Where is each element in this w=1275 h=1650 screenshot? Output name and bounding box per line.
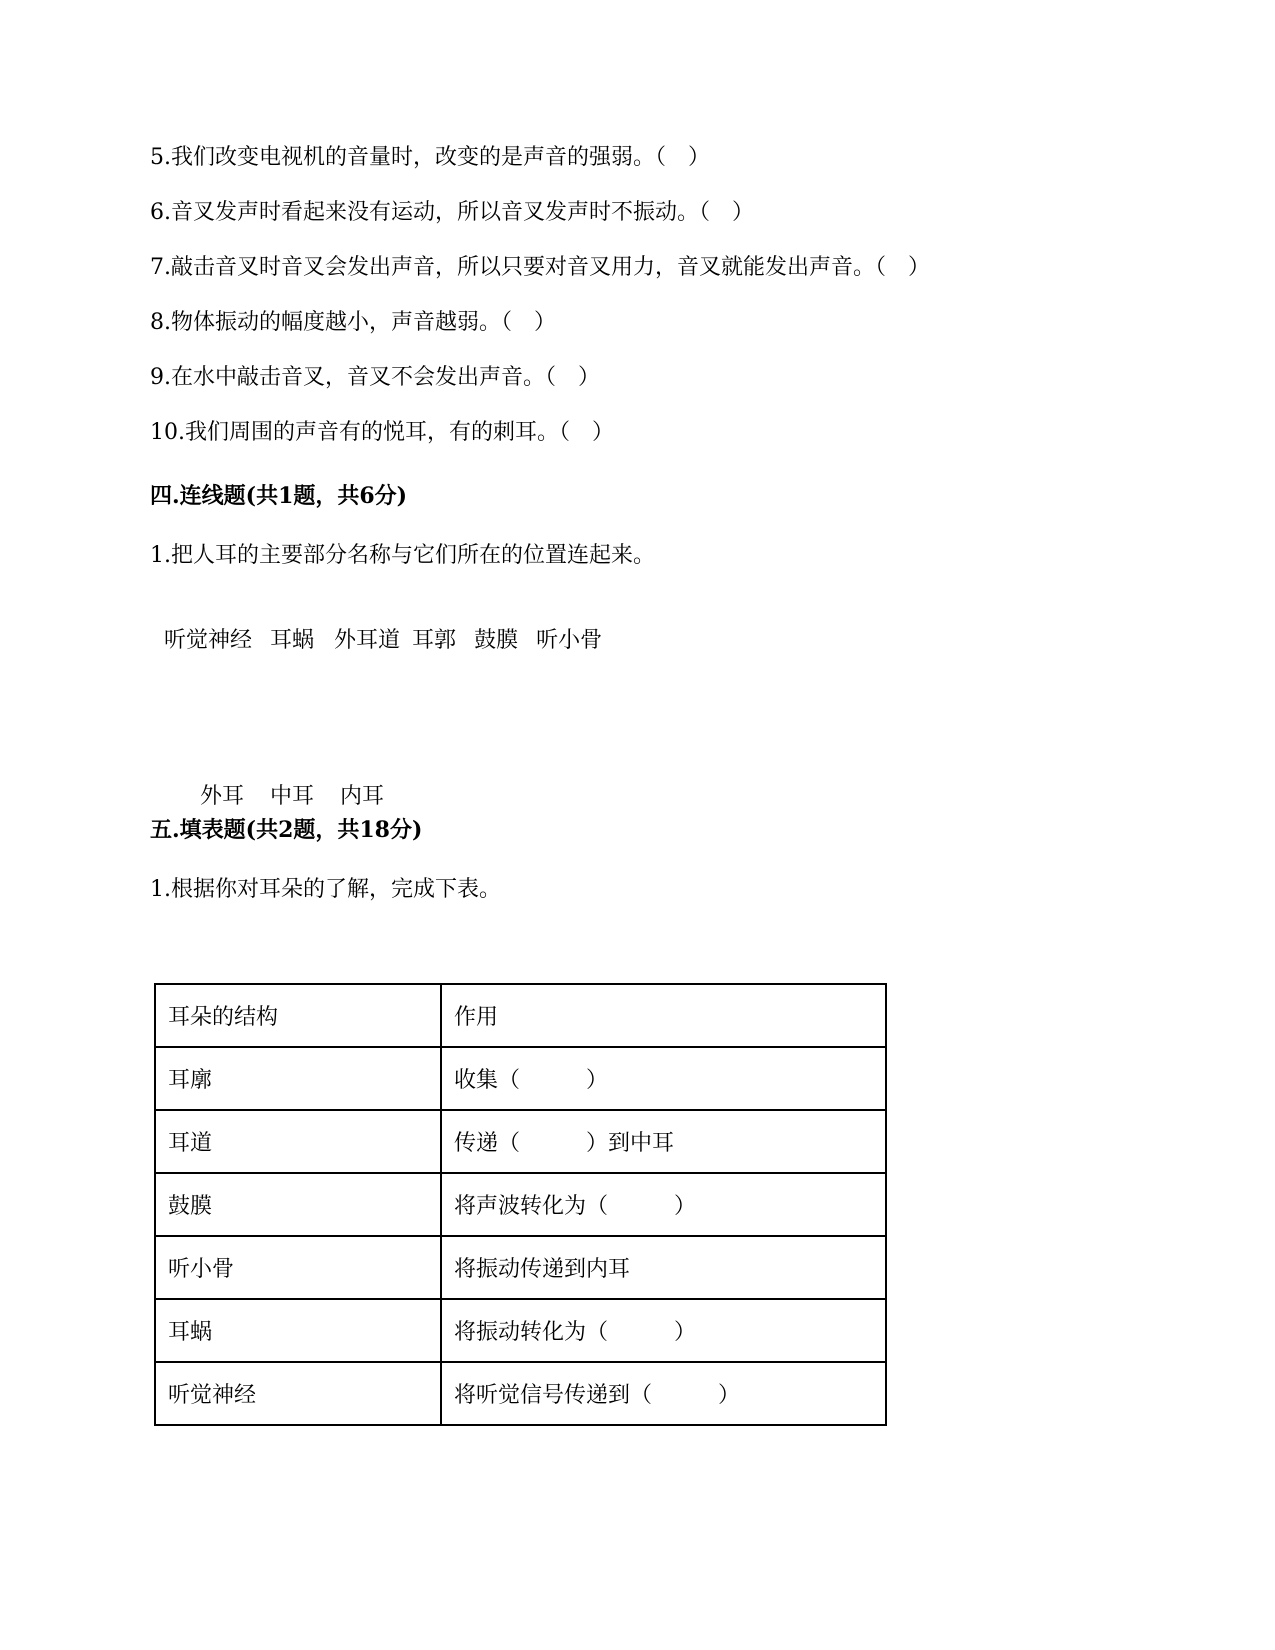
matching-term: 内耳 [340, 784, 385, 809]
structure-cell: 耳廓 [155, 1047, 441, 1110]
judgment-item: 6.音叉发声时看起来没有运动，所以音叉发声时不振动。（ ） [150, 200, 754, 225]
function-cell: 将听觉信号传递到（ ） [441, 1362, 886, 1425]
judgment-item: 8.物体振动的幅度越小，声音越弱。（ ） [150, 310, 556, 335]
table-row [155, 1236, 886, 1299]
judgment-item: 5.我们改变电视机的音量时，改变的是声音的强弱。（ ） [150, 145, 710, 170]
function-cell: 将振动传递到内耳 [441, 1236, 886, 1299]
function-cell: 传递（ ）到中耳 [441, 1110, 886, 1173]
table-row [155, 1047, 886, 1110]
table-row [155, 1173, 886, 1236]
table-header-cell: 作用 [441, 984, 886, 1047]
structure-cell: 听觉神经 [155, 1362, 441, 1425]
matching-top-terms [150, 596, 602, 656]
table-header-row [155, 984, 886, 1047]
judgment-item: 9.在水中敲击音叉，音叉不会发出声音。（ ） [150, 365, 600, 390]
function-cell: 收集（ ） [441, 1047, 886, 1110]
structure-cell: 鼓膜 [155, 1173, 441, 1236]
table-row [155, 1110, 886, 1173]
function-cell: 将振动转化为（ ） [441, 1299, 886, 1362]
matching-term: 外耳 [200, 784, 245, 809]
matching-term: 外耳道 [334, 628, 401, 653]
table-row [155, 1362, 886, 1425]
judgment-item: 7.敲击音叉时音叉会发出声音，所以只要对音叉用力，音叉就能发出声音。（ ） [150, 255, 930, 280]
structure-cell: 耳蜗 [155, 1299, 441, 1362]
ear-structure-table [154, 983, 887, 1426]
function-cell: 将声波转化为（ ） [441, 1173, 886, 1236]
section-heading: 四.连线题(共1题，共6分) [150, 483, 408, 509]
table-row [155, 1299, 886, 1362]
section-heading: 五.填表题(共2题，共18分) [150, 817, 423, 843]
matching-term: 鼓膜 [474, 628, 519, 653]
table-header-cell: 耳朵的结构 [155, 984, 441, 1047]
structure-cell: 听小骨 [155, 1236, 441, 1299]
matching-term: 听小骨 [536, 628, 603, 653]
matching-term: 中耳 [270, 784, 315, 809]
matching-term: 听觉神经 [164, 628, 253, 653]
question-text: 1.根据你对耳朵的了解，完成下表。 [150, 877, 501, 902]
question-text: 1.把人耳的主要部分名称与它们所在的位置连起来。 [150, 543, 655, 568]
matching-term: 耳郭 [412, 628, 457, 653]
matching-term: 耳蜗 [270, 628, 315, 653]
matching-bottom-terms [186, 752, 384, 812]
structure-cell: 耳道 [155, 1110, 441, 1173]
judgment-item: 10.我们周围的声音有的悦耳，有的刺耳。（ ） [150, 420, 614, 445]
